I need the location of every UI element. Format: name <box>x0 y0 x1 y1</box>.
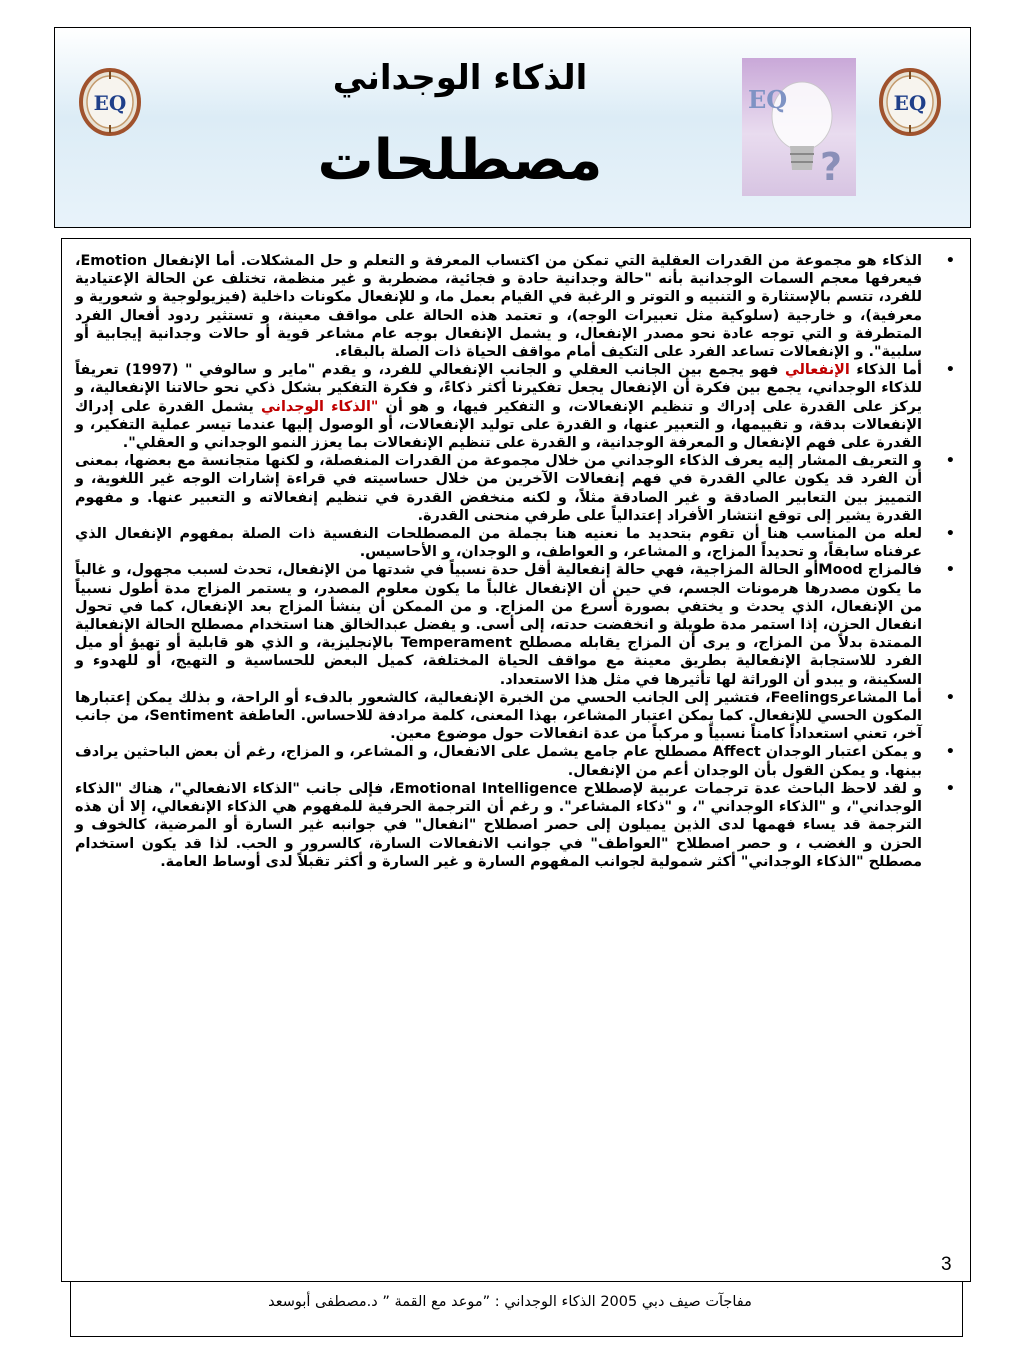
list-item <box>75 525 974 561</box>
bullet-dot: • <box>945 689 955 706</box>
bullet-dot: • <box>945 562 955 579</box>
paragraph-text: و لقد لاحظ الباحث عدة ترجمات عربية لإصطلاح Emotional Intelligence، فإلى جانب "الذكاء الانفعالي"، هناك "الذكاء الوجداني"، و "الذكاء الوجداني "، و "ذكاء المشاعر". و رغم أن الترجمة الحرفية للمفهوم هي الذكاء الإنفعالي، إلا أن هذه الترجمة قد يساء فهمها لدى الذين يميلون إلى حصر اصطلاح "انفعال" في جوانبه غير السارة أو المرضية، كالخوف و الحزن و الغضب ، و حصر اصطلاح "العواطف" في جوانب الانفعالات السارة، كالسرور و الحب. لذا قد يكون استخدام مصطلح "الذكاء الوجداني" أكثر شمولية لجوانب المفهوم السارة و غير السارة و أكثر تقبلاً لدى أوساط العامة. <box>75 780 922 870</box>
logo-eq-text: EQ <box>93 91 127 115</box>
logo-eq-text: EQ <box>893 91 927 115</box>
footer-caption: مفاجآت صيف دبي 2005 الذكاء الوجداني : ”موعد مع القمة ” د.مصطفى أبوسعد <box>268 1294 752 1310</box>
page-subtitle: مصطلحات <box>317 128 603 193</box>
list-item <box>75 689 974 744</box>
bulb-question-mark: ? <box>820 145 843 189</box>
highlight-term: الإنفعالي <box>784 362 850 379</box>
list-item <box>75 780 974 871</box>
list-item <box>75 361 974 452</box>
list-item <box>75 561 974 688</box>
paragraph-text: لعله من المناسب هنا أن تقوم بتحديد ما نعنيه هنا بجملة من المصطلحات النفسية ذات الصلة بمفهوم الإنفعال الذي عرفناه سابقاً، و تحديداً المزاج، و المشاعر، و العواطف، و الوجدان، و الأحاسيس. <box>75 526 922 561</box>
bulb-eq-text: EQ <box>748 85 788 114</box>
page-title: الذكاء الوجداني <box>332 58 588 98</box>
bullet-dot: • <box>945 526 955 543</box>
highlight-term: "الذكاء الوجداني <box>261 398 379 415</box>
terms-list <box>75 252 974 871</box>
bullet-dot: • <box>945 744 955 761</box>
list-item <box>75 252 974 361</box>
paragraph-text: أما الذكاء <box>849 362 922 379</box>
bullet-dot: • <box>945 780 955 797</box>
paragraph-text: أما المشاعرFeelings، فتشير إلى الجانب الحسي من الخبرة الإنفعالية، كالشعور بالدفء أو الراحة، و بذلك يمكن إعتبارها المكون الحسي للإنفعال. كما يمكن اعتبار المشاعر، بهذا المعنى، كلمة مرادفة للاحساس. العاطفة Sentiment، من جانب آخر، تعني استعداداً كامناً نسبياً و مركباً من عدة انفعالات حول موضوع معين. <box>75 689 922 743</box>
paragraph-text: و التعريف المشار إليه يعرف الذكاء الوجداني من خلال مجموعة من القدرات المنفصلة، و لكنها متجانسة مع بعضها، بمعنى أن الفرد قد يكون عالي القدرة في فهم إنفعالات الآخرين من خلال حساسيته في قراءة إشارات الوجه غير اللغوية، و التمييز بين التعابير الصادقة و غير الصادقة مثلاً، و لكنه منخفض القدرة في تنظيم إنفعالاته و التعبير عنها. و مفهوم القدرة يشير إلى توقع انتشار الأفراد إعتدالياً على طرفي منحنى القدرة. <box>75 453 922 524</box>
paragraph-text: و يمكن اعتبار الوجدان Affect مصطلح عام جامع يشمل على الانفعال، و المشاعر، و المزاج، رغم أن بعض الباحثين يرادف بينها. و يمكن القول بأن الوجدان أعم من الإنفعال. <box>75 744 922 779</box>
paragraph-text: الذكاء هو مجموعة من القدرات العقلية التي تمكن من اكتساب المعرفة و التعلم و حل المشكلات. أما الإنفعال Emotion، فيعرفها معجم السمات الوجدانية بأنه "حالة وجدانية حادة و فجائية، مضطربة و غير منظمة، تختلف عن الحالة الإعتيادية للفرد، تتسم بالإستثارة و التنبيه و التوتر و الرغبة في القيام بعمل ما، و للإنفعال مكونات داخلية (فيزيولوجية و شعورية و معرفية)، و خارجية (سلوكية مثل تعبيرات الوجه)، و تعتمد هذه الحالة على مواقف معينة، و تستثير ردود أفعال الفرد المتطرفة و التي توجه عادة نحو مصدر الإنفعال، و يشمل الإنفعال بوجه عام مشاعر قوية أو حالات وجدانية إيجابية أو سلبية". و الإنفعالات تساعد الفرد على التكيف أمام مواقف الحياة ذات الصلة بالبقاء. <box>75 253 922 361</box>
paragraph-text: فهو يجمع بين الجانب العقلي و الجانب الإنفعالي للفرد، و يقدم "ماير و سالوفي " (1997) تعريفاً للذكاء الوجداني، يجمع بين فكرة أن الإنفعال يجعل تفكيرنا أكثر ذكاءً، و فكرة التفكير بشكل ذكي نحو حالاتنا الإنفعالية، و يركز على القدرة على إدراك و تنظيم الإنفعالات، و التفكير فيها، و هو أن <box>75 362 922 415</box>
lightbulb-question-icon <box>742 58 856 196</box>
bullet-dot: • <box>945 253 955 269</box>
eq-compass-logo-icon <box>878 67 942 137</box>
bullet-dot: • <box>945 453 955 470</box>
eq-compass-logo-icon <box>78 67 142 137</box>
paragraph-text: فالمزاج Moodأو الحالة المزاجية، فهي حالة إنفعالية أقل حدة نسبياً في شدتها من الإنفعال، تحدث لسبب مجهول، و غالباً ما يكون مصدرها هرمونات الجسم، في حين أن الإنفعال غالباً ما يكون معلوم المصدر، و يستمر المزاج مدة أطول نسبياً من الإنفعال، الذي يحدث و يختفي بصورة أسرع من المزاج. و من الممكن أن ينشأ المزاج بعد الإنفعال، كما في تحول انفعال الحزن، إذا استمر مدة طويلة و انخفضت حدته، إلى أسى. و يفضل عبدالخالق هنا استخدام مصطلح الحالة الإنفعالية الممتدة بدلاً من المزاج، و يرى أن المزاج يقابله مصطلح Temperament بالإنجليزية، و الذي هو قابلية أو تهيؤ أو ميل الفرد للاستجابة الإنفعالية بطريق معينة مع مواقف الحياة المختلفة، كميل البعض للحساسية و التهيج، أو للهدوء و السكينة، و يبدو أن الوراثة لها تأثيرها في مثل هذا الاستعداد. <box>75 562 922 688</box>
page-number: 3 <box>941 1254 952 1275</box>
bullet-dot: • <box>945 362 955 379</box>
paragraph-text: يشمل القدرة على إدراك الإنفعالات بدقة، و تقييمها، و التعبير عنها، و القدرة على توليد الإنفعالات، أو الوصول إليها عندما تيسر عملية التفكير، و القدرة على فهم الإنفعال و المعرفة الوجدانية، و القدرة على تنظيم الإنفعالات بما يعزز النمو الوجداني و العقلي". <box>75 398 922 452</box>
list-item <box>75 452 974 525</box>
list-item <box>75 743 974 779</box>
